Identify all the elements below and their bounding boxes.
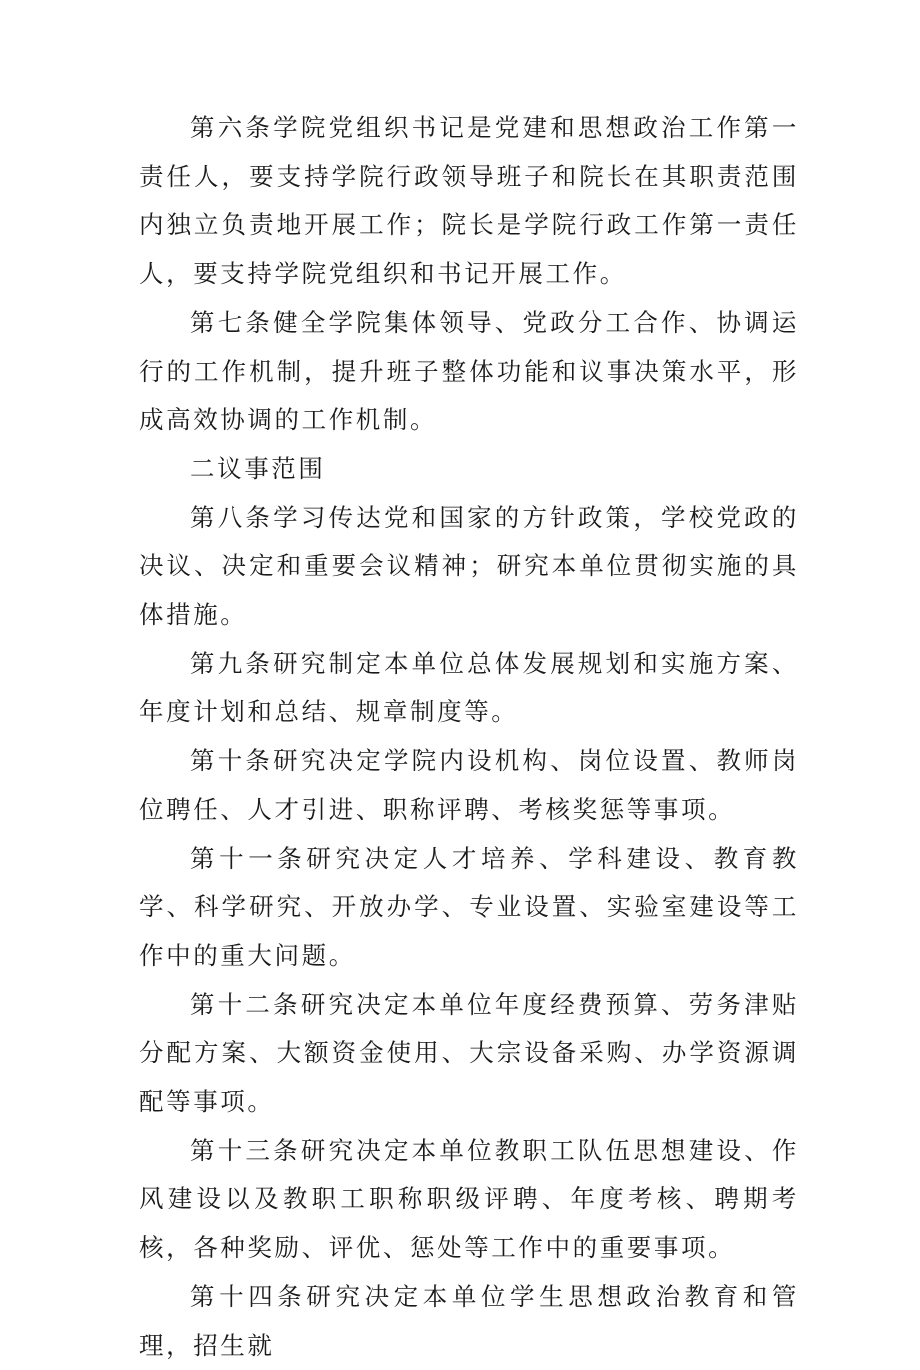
paragraph-article-7: 第七条健全学院集体领导、党政分工合作、协调运行的工作机制，提升班子整体功能和议事决策水平，形成高效协调的工作机制。 [139, 307, 799, 435]
paragraph-article-10: 第十条研究决定学院内设机构、岗位设置、教师岗位聘任、人才引进、职称评聘、考核奖惩等事项。 [139, 746, 799, 824]
section-heading-scope: 二议事范围 [190, 453, 326, 483]
paragraph-article-9: 第九条研究制定本单位总体发展规划和实施方案、年度计划和总结、规章制度等。 [139, 648, 799, 727]
paragraph-article-8: 第八条学习传达党和国家的方针政策，学校党政的决议、决定和重要会议精神；研究本单位贯彻实施的具体措施。 [139, 502, 799, 630]
paragraph-article-14: 第十四条研究决定本单位学生思想政治教育和管理，招生就 [139, 1281, 799, 1360]
paragraph-article-11: 第十一条研究决定人才培养、学科建设、教育教学、科学研究、开放办学、专业设置、实验室建设等工作中的重大问题。 [139, 843, 799, 970]
paragraph-article-6: 第六条学院党组织书记是党建和思想政治工作第一责任人，要支持学院行政领导班子和院长在其职责范围内独立负责地开展工作；院长是学院行政工作第一责任人，要支持学院党组织和书记开展工作。 [139, 113, 799, 289]
paragraph-article-12: 第十二条研究决定本单位年度经费预算、劳务津贴分配方案、大额资金使用、大宗设备采购、办学资源调配等事项。 [139, 989, 799, 1117]
paragraph-article-13: 第十三条研究决定本单位教职工队伍思想建设、作风建设以及教职工职称职级评聘、年度考核、聘期考核，各种奖励、评优、惩处等工作中的重要事项。 [139, 1135, 799, 1263]
document-body [139, 104, 799, 1370]
